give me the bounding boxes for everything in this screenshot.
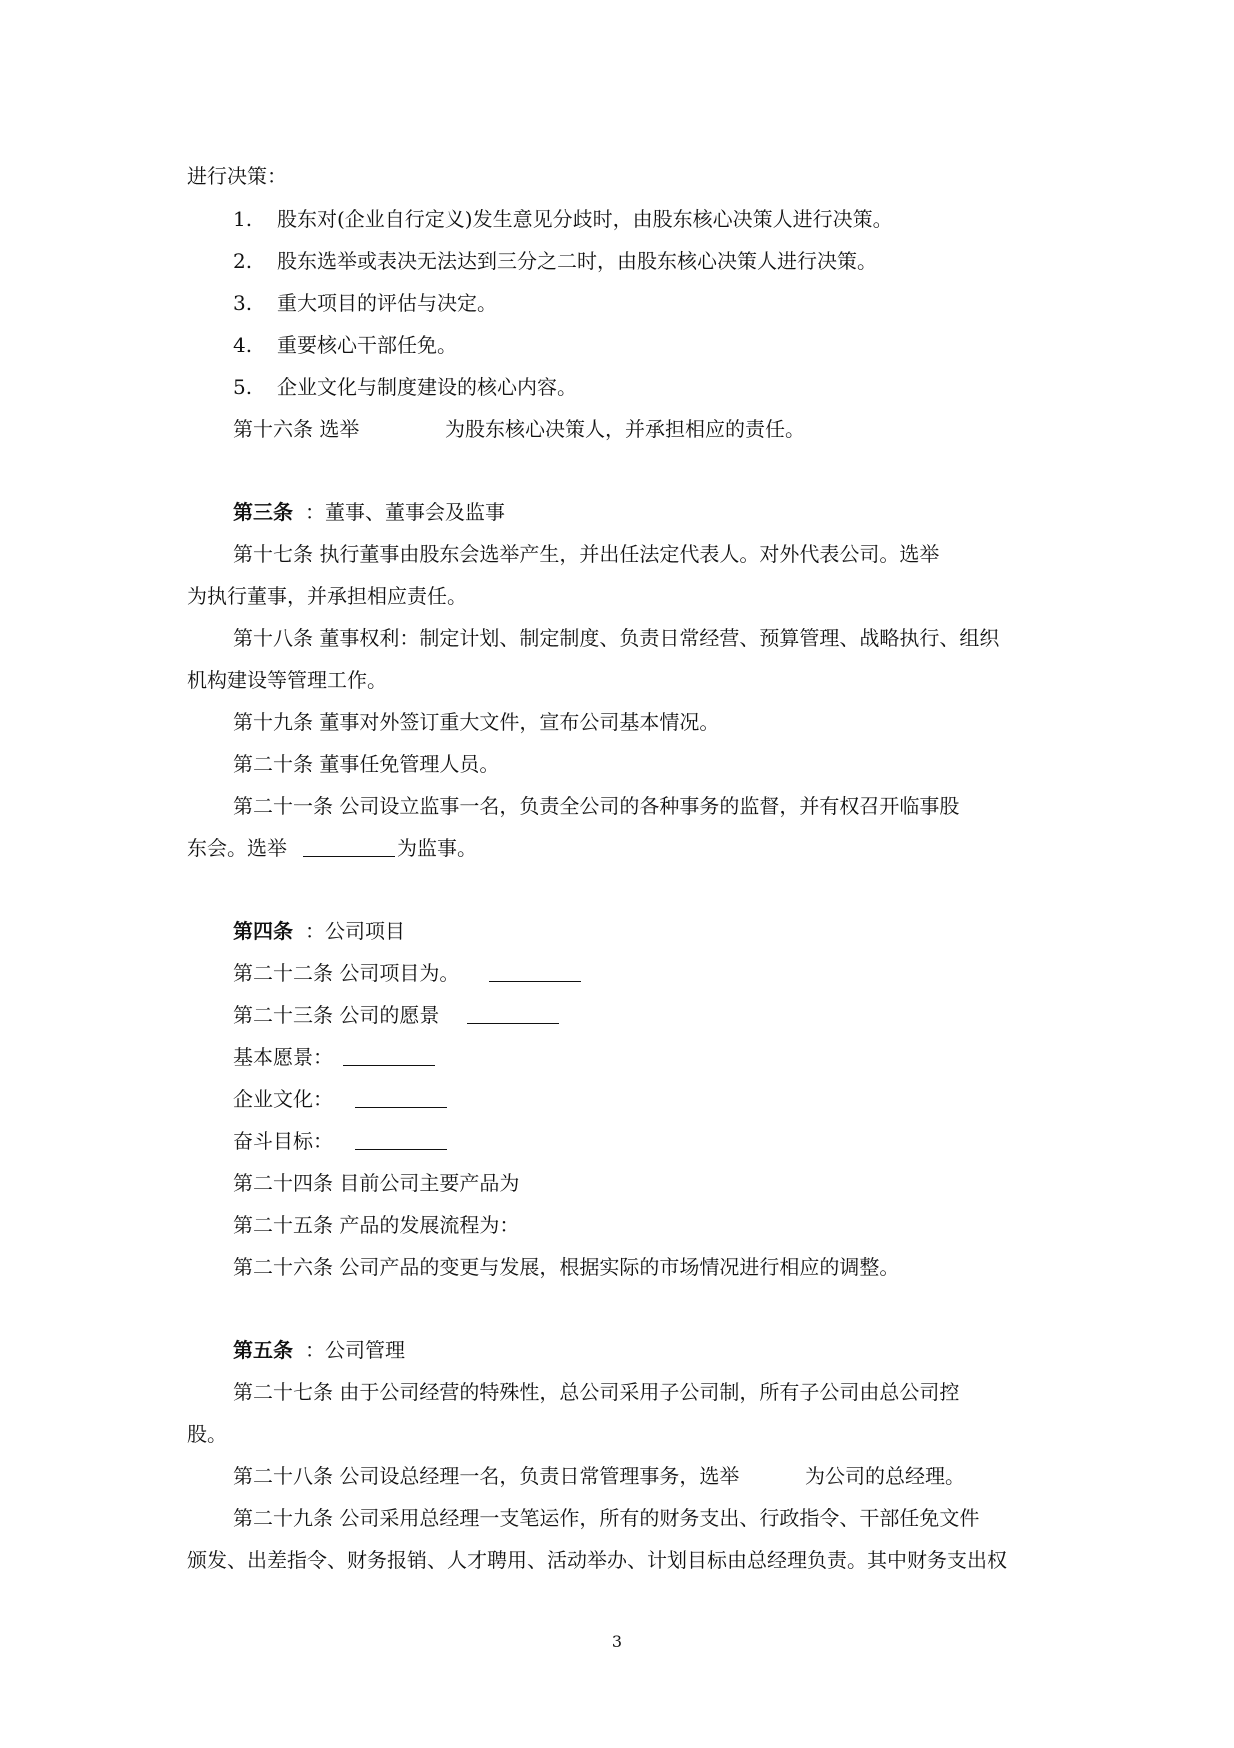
article-28-part-a: 第二十八条 公司设总经理一名，负责日常管理事务，选举: [233, 1464, 740, 1488]
list-number: 2.: [233, 249, 253, 273]
list-text: 重大项目的评估与决定。: [277, 291, 497, 315]
article-27-text-2: 股。: [187, 1422, 227, 1446]
list-number: 5.: [233, 375, 253, 399]
struggle-goal-blank: [355, 1129, 447, 1150]
article-20-text: 第二十条 董事任免管理人员。: [233, 752, 500, 776]
section-4-title: ：公司项目: [305, 919, 405, 943]
article-16-part-b: 为股东核心决策人，并承担相应的责任。: [445, 417, 805, 441]
article-24-text: 第二十四条 目前公司主要产品为: [233, 1171, 520, 1195]
article-27-text-1: 第二十七条 由于公司经营的特殊性，总公司采用子公司制，所有子公司由总公司控: [233, 1380, 960, 1404]
supervisor-blank: [303, 836, 395, 857]
section-3-label: 第三条: [233, 500, 293, 524]
article-17-text-1: 第十七条 执行董事由股东会选举产生，并出任法定代表人。对外代表公司。选举: [233, 542, 940, 566]
article-17-text-2: 为执行董事，并承担相应责任。: [187, 584, 467, 608]
section-3-title: ：董事、董事会及监事: [305, 500, 505, 524]
list-number: 4.: [233, 333, 253, 357]
article-19-text: 第十九条 董事对外签订重大文件，宣布公司基本情况。: [233, 710, 720, 734]
struggle-goal-label: 奋斗目标：: [233, 1129, 333, 1153]
article-23-text: 第二十三条 公司的愿景: [233, 1003, 440, 1027]
article-18-text-2: 机构建设等管理工作。: [187, 668, 387, 692]
article-28-part-b: 为公司的总经理。: [805, 1464, 965, 1488]
section-5-title: ：公司管理: [305, 1338, 405, 1362]
corporate-culture-blank: [355, 1087, 447, 1108]
article-25-text: 第二十五条 产品的发展流程为：: [233, 1213, 520, 1237]
basic-vision-blank: [343, 1045, 435, 1066]
section-5-label: 第五条: [233, 1338, 293, 1362]
article-22-text: 第二十二条 公司项目为。: [233, 961, 460, 985]
list-number: 1.: [233, 207, 253, 231]
corporate-culture-label: 企业文化：: [233, 1087, 333, 1111]
article-18-text-1: 第十八条 董事权利：制定计划、制定制度、负责日常经营、预算管理、战略执行、组织: [233, 626, 1000, 650]
section-4-label: 第四条: [233, 919, 293, 943]
vision-blank: [467, 1003, 559, 1024]
list-text: 企业文化与制度建设的核心内容。: [277, 375, 577, 399]
list-text: 重要核心干部任免。: [277, 333, 457, 357]
list-text: 股东选举或表决无法达到三分之二时，由股东核心决策人进行决策。: [277, 249, 877, 273]
intro-text: 进行决策：: [187, 164, 287, 188]
list-text: 股东对(企业自行定义)发生意见分歧时，由股东核心决策人进行决策。: [277, 207, 893, 231]
article-21-text-1: 第二十一条 公司设立监事一名，负责全公司的各种事务的监督，并有权召开临事股: [233, 794, 960, 818]
article-26-text: 第二十六条 公司产品的变更与发展，根据实际的市场情况进行相应的调整。: [233, 1255, 900, 1279]
basic-vision-label: 基本愿景：: [233, 1045, 333, 1069]
article-29-text-1: 第二十九条 公司采用总经理一支笔运作，所有的财务支出、行政指令、干部任免文件: [233, 1506, 980, 1530]
article-16-part-a: 第十六条 选举: [233, 417, 360, 441]
list-number: 3.: [233, 291, 253, 315]
article-21-text-2b: 为监事。: [397, 836, 477, 860]
page-number: 3: [611, 1632, 623, 1651]
article-21-text-2a: 东会。选举: [187, 836, 287, 860]
article-29-text-2: 颁发、出差指令、财务报销、人才聘用、活动举办、计划目标由总经理负责。其中财务支出权: [187, 1548, 1007, 1572]
project-blank: [489, 961, 581, 982]
